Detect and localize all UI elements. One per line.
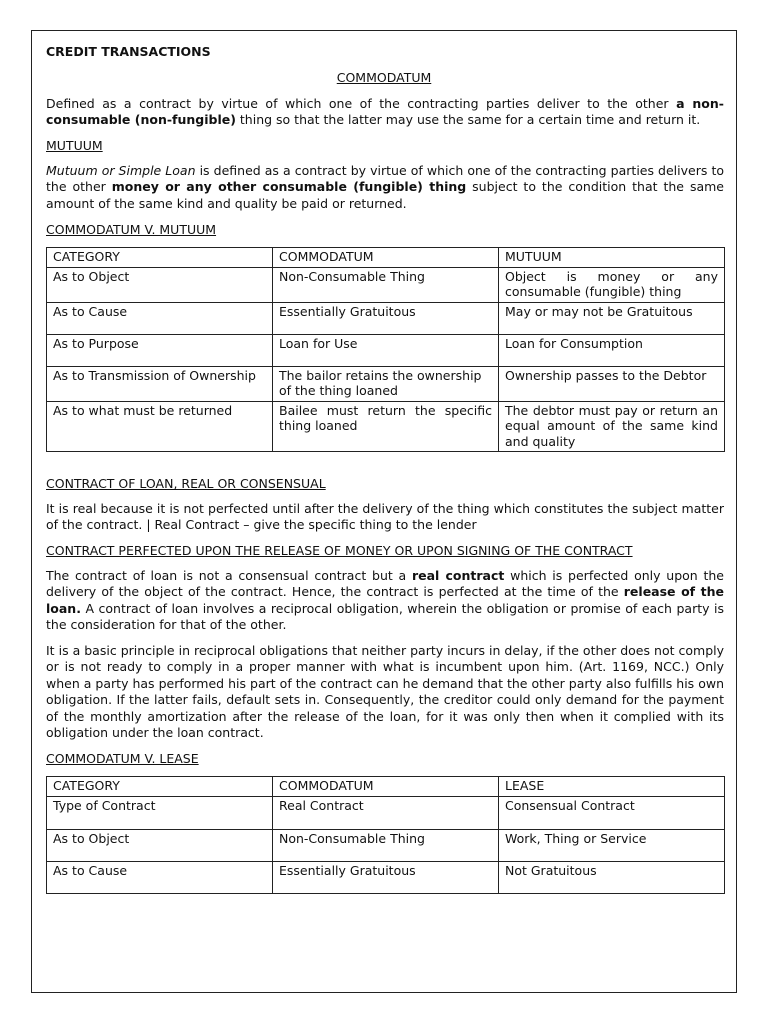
- commodatum-def-text: Defined as a contract by virtue of which one of the contracting parties deliver to the other: [46, 96, 677, 111]
- doc-title: CREDIT TRANSACTIONS: [46, 44, 211, 59]
- table-header-row: [47, 777, 725, 797]
- table-row: [47, 861, 725, 893]
- commodatum-def-text-end: thing so that the latter may use the same for a certain time and return it.: [235, 112, 701, 128]
- table-cell: Object is money or any consumable (fungible) thing: [499, 267, 725, 302]
- table1-heading: COMMODATUM V. MUTUUM: [46, 222, 217, 237]
- table-cell: Non-Consumable Thing: [273, 267, 499, 302]
- table-cell: Consensual Contract: [499, 796, 725, 829]
- table-cell: As to what must be returned: [47, 401, 273, 452]
- loan-section-heading: CONTRACT OF LOAN, REAL OR CONSENSUAL: [46, 476, 326, 491]
- table-header-cell: CATEGORY: [47, 248, 273, 268]
- mutuum-def-text: is defined as a contract by virtue of which one of the contracting parties delivers to the other: [46, 163, 724, 195]
- mutuum-def-text-end: subject to the condition that the same amount of the same kind and quality be paid or returned.: [46, 179, 724, 211]
- table-cell: May or may not be Gratuitous: [499, 302, 725, 334]
- commodatum-vs-lease-table: [46, 776, 725, 894]
- perfected-p1-text: The contract of loan is not a consensual contract but a: [46, 568, 412, 583]
- table-row: [47, 267, 725, 302]
- table-cell: As to Cause: [47, 861, 273, 893]
- mutuum-italic-term: Mutuum or Simple Loan: [46, 163, 196, 178]
- table-row: [47, 302, 725, 334]
- table-cell: Loan for Use: [273, 334, 499, 366]
- table-row: [47, 334, 725, 366]
- table2-heading: COMMODATUM V. LEASE: [46, 751, 199, 766]
- perfected-p1-text-end: A contract of loan involves a reciprocal obligation, wherein the obligation or promise of each party is the consideration for that of the other.: [46, 600, 724, 633]
- loan-section-text: It is real because it is not perfected until after the delivery of the thing which constitutes the subject matter of the contract. | Real Contract – give the specific thing to the lender: [46, 501, 724, 533]
- mutuum-definition: [46, 163, 724, 212]
- table-cell: Bailee must return the specific thing loaned: [273, 401, 499, 452]
- table-cell: As to Purpose: [47, 334, 273, 366]
- table-header-cell: COMMODATUM: [273, 248, 499, 268]
- table-cell: Essentially Gratuitous: [273, 302, 499, 334]
- table-cell: As to Object: [47, 267, 273, 302]
- table-header-cell: MUTUUM: [499, 248, 725, 268]
- table-header-cell: COMMODATUM: [273, 777, 499, 797]
- table-cell: The debtor must pay or return an equal amount of the same kind and quality: [499, 401, 725, 452]
- perfected-paragraph-2: It is a basic principle in reciprocal obligations that neither party incurs in delay, if the other does not comply or is not ready to comply in a proper manner with what is incumbent upon him. (Art. 1169, NCC.) Only when a party has performed his part of the contract can he demand that the other party also fulfills his own obligation. If the latter fails, default sets in. Consequently, the creditor could only demand for the payment of the monthly amortization after the release of the loan, for it was only then when it complied with its obligation under the loan contract.: [46, 643, 724, 741]
- commodatum-definition: [46, 96, 724, 129]
- table-cell: Ownership passes to the Debtor: [499, 366, 725, 401]
- table-header-row: [47, 248, 725, 268]
- table-cell: Work, Thing or Service: [499, 829, 725, 861]
- table-header-cell: CATEGORY: [47, 777, 273, 797]
- table-row: [47, 796, 725, 829]
- table-row: [47, 366, 725, 401]
- table-cell: The bailor retains the ownership of the thing loaned: [273, 366, 499, 401]
- table-cell: Loan for Consumption: [499, 334, 725, 366]
- commodatum-vs-mutuum-table: [46, 247, 725, 452]
- table-cell: Real Contract: [273, 796, 499, 829]
- commodatum-def-bold: a non-consumable (non-fungible): [46, 96, 724, 128]
- table-row: [47, 829, 725, 861]
- perfected-p1-bold-real-contract: real contract: [411, 568, 505, 583]
- perfected-paragraph-1: [46, 568, 724, 634]
- table-cell: Not Gratuitous: [499, 861, 725, 893]
- table-cell: As to Object: [47, 829, 273, 861]
- table-cell: Essentially Gratuitous: [273, 861, 499, 893]
- table-row: [47, 401, 725, 452]
- perfected-section-heading: CONTRACT PERFECTED UPON THE RELEASE OF MONEY OR UPON SIGNING OF THE CONTRACT: [46, 543, 633, 558]
- perfected-p1-bold-release: release of the loan.: [46, 584, 725, 616]
- perfected-p1-text-mid: which is perfected only upon the delivery of the object of the contract. Hence, the contract is perfected at the time of the: [46, 568, 724, 600]
- mutuum-def-bold: money or any other consumable (fungible) thing: [111, 179, 467, 195]
- table-header-cell: LEASE: [499, 777, 725, 797]
- table-cell: Non-Consumable Thing: [273, 829, 499, 861]
- table-cell: As to Transmission of Ownership: [47, 366, 273, 401]
- section-title-commodatum: COMMODATUM: [336, 70, 432, 85]
- mutuum-heading: MUTUUM: [46, 138, 103, 153]
- table-cell: Type of Contract: [47, 796, 273, 829]
- table-cell: As to Cause: [47, 302, 273, 334]
